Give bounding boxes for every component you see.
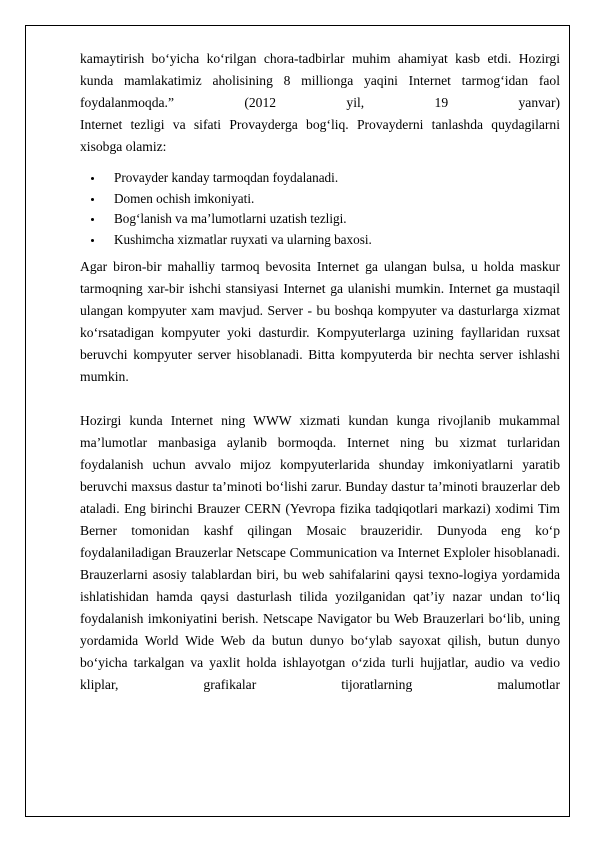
list-item: Domen ochish imkoniyati.: [80, 189, 560, 210]
paragraph-browsers: Hozirgi kunda Internet ning WWW xizmati kundan kunga rivojlanib mukammal ma’lumotlar manbasiga aylanib bormoqda. Internet ning bu xizmat turlaridan foydalanish uchun avvalo mijoz kompyuterlarida shunday imkoniyatlarni yaratib beruvchi maxsus dastur ta’minoti bo‘lishi zarur. Bunday dastur ta’minoti brauzerlar deb ataladi. Eng birinchi Brauzer CERN (Yevropa fizika tadqiqotlari markazi) xodimi Tim Berner tomonidan kashf qilingan Mosaic brauzeridir. Dunyoda eng ko‘p foydalaniladigan Brauzerlar Netscape Communication va Internet Exploler hisoblanadi. Brauzerlarni asosiy talablardan biri, bu web sahifalarini qaysi texno-logiya yordamida ishlatishidan hamda qaysi dasturlash tilida yozilganidan qat’iy nazar undan to‘liq foydalanish imkoniyatini berish. Netscape Navigator bu Web Brauzerlari bo‘lib, uning yordamida World Wide Web da butun dunyo bo‘ylab sayoxat qilish, butun dunyo bo‘yicha tarkalgan va yaxlit holda ishlayotgan o‘zida turli hujjatlar, audio va vedio kliplar, grafikalar tijoratlarning malumotlar: [80, 413, 560, 692]
paragraph-gap: [80, 388, 560, 410]
bullet-list: [80, 168, 560, 250]
paragraph-intro: kamaytirish bo‘yicha ko‘rilgan chora-tadbirlar muhim ahamiyat kasb etdi. Hozirgi kunda mamlakatimiz aholisining 8 millionga yaqini Internet tarmog‘idan faol foydalanmoqda.” (2012 yil, 19 yanvar): [80, 51, 560, 110]
list-item: Kushimcha xizmatlar ruyxati va ularning baxosi.: [80, 230, 560, 251]
bullet-icon: [91, 218, 94, 221]
list-item: Provayder kanday tarmoqdan foydalanadi.: [80, 168, 560, 189]
bullet-icon: [91, 198, 94, 201]
paragraph-server: Agar biron-bir mahalliy tarmoq bevosita Internet ga ulangan bulsa, u holda maskur tarmoqning xar-bir ishchi stansiyasi Internet ga ulanishi mumkin. Internet ga mustaqil ulangan kompyuter xam mavjud. Server - bu boshqa kompyuter va dasturlarga xizmat ko‘rsatadigan kompyuter yoki dasturdir. Kompyuterlarga uzining fayllaridan ruxsat beruvchi kompyuter server hisoblanadi. Bitta kompyuterda bir nechta server ishlashi mumkin.: [80, 259, 560, 384]
paragraph-provider: Internet tezligi va sifati Provayderga bog‘liq. Provayderni tanlashda quydagilarni xisobga olamiz:: [80, 117, 560, 154]
document-page: [25, 25, 570, 817]
bullet-icon: [91, 177, 94, 180]
list-item: Bog‘lanish va ma’lumotlarni uzatish tezligi.: [80, 209, 560, 230]
document-body: [80, 48, 560, 696]
bullet-icon: [91, 239, 94, 242]
